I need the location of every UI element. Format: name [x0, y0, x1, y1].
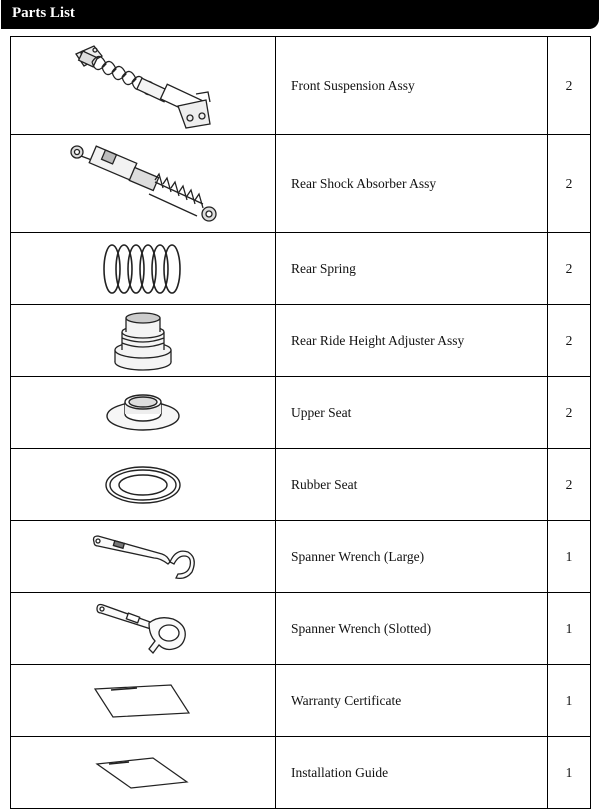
part-quantity: 2 [548, 233, 591, 305]
part-quantity: 1 [548, 593, 591, 665]
table-row [11, 305, 591, 377]
part-name: Warranty Certificate [276, 665, 548, 737]
part-image-cell [11, 233, 276, 305]
part-name: Rear Spring [276, 233, 548, 305]
table-row [11, 737, 591, 809]
part-name: Front Suspension Assy [276, 37, 548, 135]
part-name: Rubber Seat [276, 449, 548, 521]
part-image-cell [11, 521, 276, 593]
part-quantity: 1 [548, 521, 591, 593]
rear-shock-absorber-icon [63, 138, 223, 230]
table-row [11, 233, 591, 305]
table-row [11, 665, 591, 737]
part-quantity: 2 [548, 37, 591, 135]
part-name: Rear Ride Height Adjuster Assy [276, 305, 548, 377]
rubber-seat-icon [103, 463, 183, 507]
installation-guide-icon [95, 756, 191, 790]
ride-height-adjuster-icon [108, 308, 178, 374]
part-image-cell [11, 449, 276, 521]
rear-spring-icon [98, 239, 188, 299]
upper-seat-icon [103, 388, 183, 438]
part-image-cell [11, 593, 276, 665]
part-image-cell [11, 665, 276, 737]
part-name: Upper Seat [276, 377, 548, 449]
part-quantity: 2 [548, 377, 591, 449]
table-row [11, 135, 591, 233]
part-image-cell [11, 737, 276, 809]
part-quantity: 1 [548, 737, 591, 809]
part-quantity: 2 [548, 449, 591, 521]
spanner-wrench-slotted-icon [93, 601, 193, 657]
part-name: Spanner Wrench (Slotted) [276, 593, 548, 665]
front-suspension-icon [68, 40, 218, 132]
part-name: Spanner Wrench (Large) [276, 521, 548, 593]
table-row [11, 449, 591, 521]
part-image-cell [11, 135, 276, 233]
part-image-cell [11, 305, 276, 377]
part-name: Installation Guide [276, 737, 548, 809]
parts-table [10, 36, 591, 809]
part-quantity: 1 [548, 665, 591, 737]
table-row [11, 521, 591, 593]
table-row [11, 377, 591, 449]
table-row [11, 593, 591, 665]
warranty-certificate-icon [93, 683, 193, 719]
section-title: Parts List [12, 5, 75, 21]
section-header [1, 0, 599, 29]
part-image-cell [11, 377, 276, 449]
part-name: Rear Shock Absorber Assy [276, 135, 548, 233]
table-row [11, 37, 591, 135]
part-image-cell [11, 37, 276, 135]
part-quantity: 2 [548, 135, 591, 233]
spanner-wrench-large-icon [88, 532, 198, 582]
part-quantity: 2 [548, 305, 591, 377]
